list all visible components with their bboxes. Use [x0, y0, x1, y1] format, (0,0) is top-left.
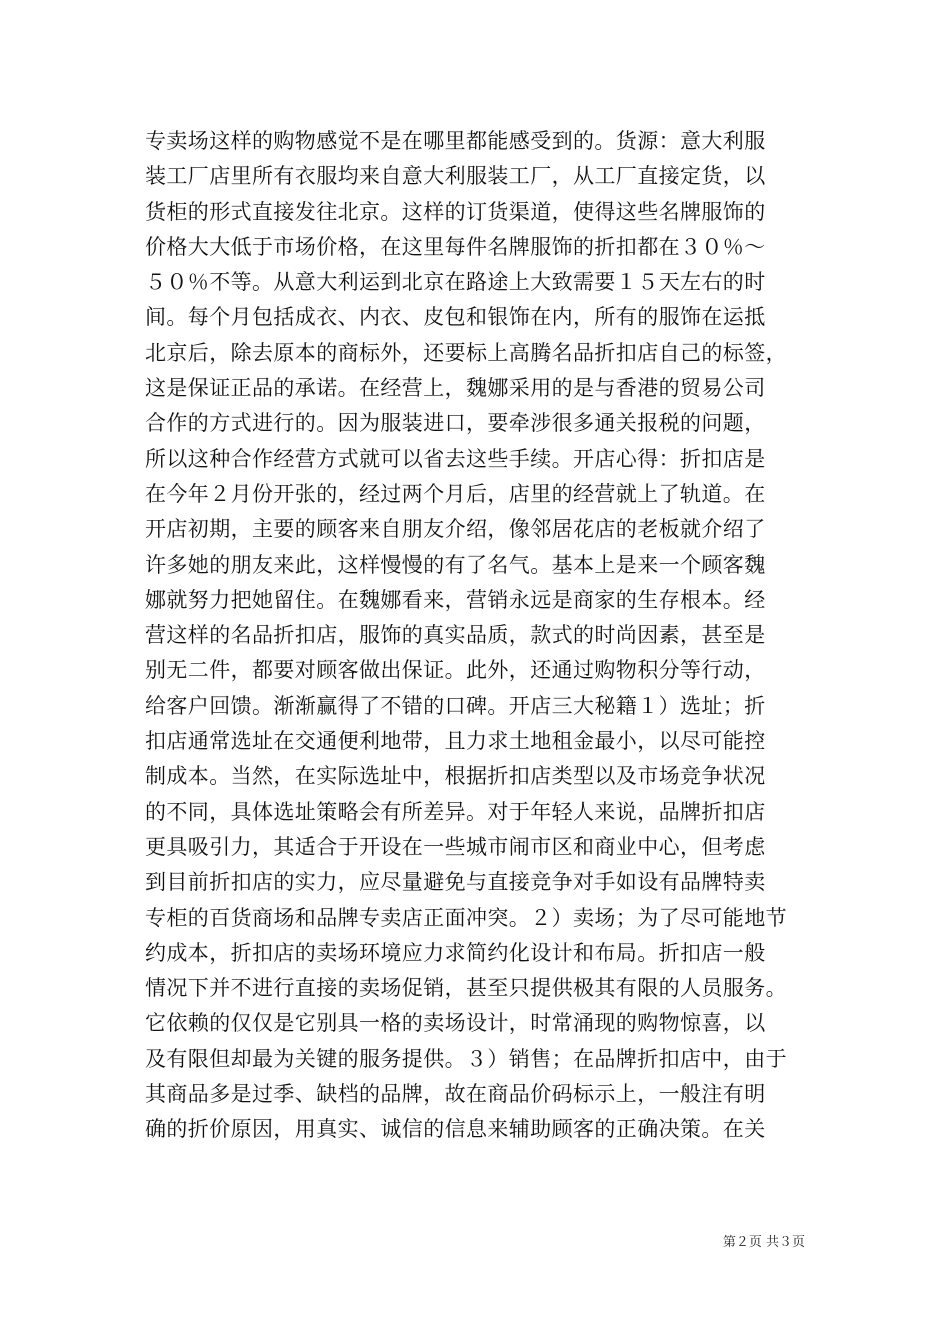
text-line: 专卖场这样的购物感觉不是在哪里都能感受到的。货源：意大利服 [145, 129, 766, 153]
text-line: 更具吸引力，其适合于开设在一些城市闹市区和商业中心，但考虑 [145, 834, 766, 859]
text-line: 价格大大低于市场价格，在这里每件名牌服饰的折扣都在３０％～ [145, 234, 766, 259]
text-line: 开店初期，主要的顾客来自朋友介绍，像邻居花店的老板就介绍了 [145, 517, 766, 542]
text-line: 制成本。当然，在实际选址中，根据折扣店类型以及市场竞争状况 [145, 764, 766, 789]
page-number: 第２页 共３页 [722, 1235, 805, 1250]
text-line: ５０％不等。从意大利运到北京在路途上大致需要１５天左右的时 [145, 270, 766, 295]
text-line: 约成本，折扣店的卖场环境应力求简约化设计和布局。折扣店一般 [145, 940, 766, 965]
text-line: 及有限但却最为关键的服务提供。３）销售；在品牌折扣店中，由于 [145, 1046, 787, 1071]
text-line: 装工厂店里所有衣服均来自意大利服装工厂，从工厂直接定货，以 [145, 164, 766, 189]
text-line: 在今年２月份开张的，经过两个月后，店里的经营就上了轨道。在 [145, 481, 766, 506]
text-line: 货柜的形式直接发往北京。这样的订货渠道，使得这些名牌服饰的 [145, 199, 766, 224]
text-line: 到目前折扣店的实力，应尽量避免与直接竞争对手如设有品牌特卖 [145, 870, 766, 895]
text-line: 北京后，除去原本的商标外，还要标上高腾名品折扣店自己的标签， [145, 340, 787, 365]
text-line: 间。每个月包括成衣、内衣、皮包和银饰在内，所有的服饰在运抵 [145, 305, 766, 330]
text-line: 所以这种合作经营方式就可以省去这些手续。开店心得：折扣店是 [145, 446, 766, 471]
text-line: 扣店通常选址在交通便利地带，且力求土地租金最小，以尽可能控 [145, 729, 766, 754]
text-line: 确的折价原因，用真实、诚信的信息来辅助顾客的正确决策。在关 [145, 1117, 766, 1142]
text-line: 情况下并不进行直接的卖场促销，甚至只提供极其有限的人员服务。 [145, 976, 787, 1001]
text-line: 许多她的朋友来此，这样慢慢的有了名气。基本上是来一个顾客魏 [145, 552, 766, 577]
text-line: 的不同，具体选址策略会有所差异。对于年轻人来说，品牌折扣店 [145, 799, 766, 824]
text-line: 专柜的百货商场和品牌专卖店正面冲突。２）卖场；为了尽可能地节 [145, 905, 787, 930]
text-line: 给客户回馈。渐渐赢得了不错的口碑。开店三大秘籍１）选址；折 [145, 693, 766, 718]
text-line: 这是保证正品的承诺。在经营上，魏娜采用的是与香港的贸易公司 [145, 376, 766, 401]
body-text [145, 124, 815, 1148]
text-line: 娜就努力把她留住。在魏娜看来，营销永远是商家的生存根本。经 [145, 587, 766, 612]
text-line: 它依赖的仅仅是它别具一格的卖场设计，时常涌现的购物惊喜，以 [145, 1011, 766, 1036]
text-line: 其商品多是过季、缺档的品牌，故在商品价码标示上，一般注有明 [145, 1082, 766, 1107]
text-line: 营这样的名品折扣店，服饰的真实品质，款式的时尚因素，甚至是 [145, 623, 766, 648]
text-line: 别无二件，都要对顾客做出保证。此外，还通过购物积分等行动， [145, 658, 766, 683]
text-line: 合作的方式进行的。因为服装进口，要牵涉很多通关报税的问题， [145, 411, 766, 436]
